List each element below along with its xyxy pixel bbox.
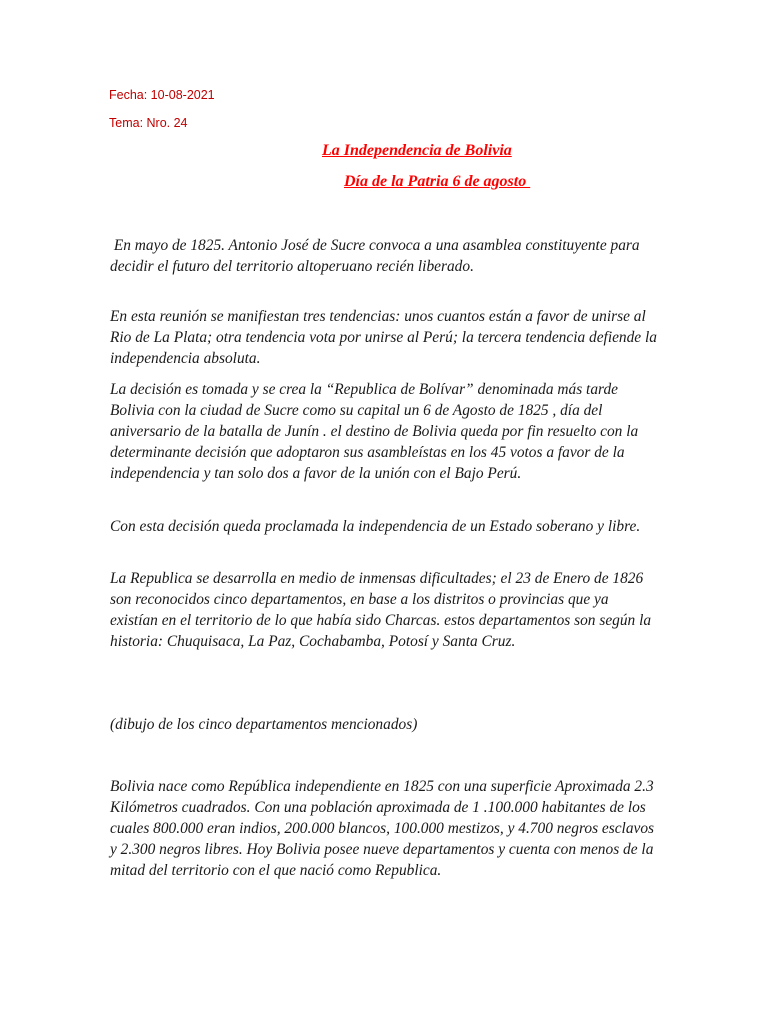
drawing-note: (dibujo de los cinco departamentos mencionados) [110,716,418,733]
paragraph-1: En mayo de 1825. Antonio José de Sucre convoca a una asamblea constituyente para decidir el futuro del territorio altoperuano recién liberado. [110,237,644,275]
paragraph-6: Bolivia nace como República independiente en 1825 con una superficie Aproximada 2.3 Kilómetros cuadrados. Con una población aproximada de 1 .100.000 habitantes de los cuales 800.000 eran indios, 200.000 blancos, 100.000 mestizos, y 4.700 negros esclavos y 2.300 negros libres. Hoy Bolivia posee nueve departamentos y cuenta con menos de la mitad del territorio con el que nació como Republica. [110,778,655,879]
document-subtitle: Día de la Patria 6 de agosto [344,173,531,190]
document-title: La Independencia de Bolivia [322,142,512,159]
date-line: Fecha: 10-08-2021 [109,88,215,102]
paragraph-4: Con esta decisión queda proclamada la independencia de un Estado soberano y libre. [110,518,641,535]
paragraph-2: En esta reunión se manifiestan tres tendencias: unos cuantos están a favor de unirse al Rio de La Plata; otra tendencia vota por unirse al Perú; la tercera tendencia defiende la independencia absoluta. [110,308,657,367]
topic-line: Tema: Nro. 24 [109,116,188,130]
paragraph-3: La decisión es tomada y se crea la “Republica de Bolívar” denominada más tarde Bolivia con la ciudad de Sucre como su capital un 6 de Agosto de 1825 , día del aniversario de la batalla de Junín . el destino de Bolivia queda por fin resuelto con la determinante decisión que adoptaron sus asambleístas en los 45 votos a favor de la independencia y tan solo dos a favor de la unión con el Bajo Perú. [110,381,639,482]
paragraph-5: La Republica se desarrolla en medio de inmensas dificultades; el 23 de Enero de 1826 son reconocidos cinco departamentos, en base a los distritos o provincias que ya existían en el territorio de lo que había sido Charcas. estos departamentos son según la historia: Chuquisaca, La Paz, Cochabamba, Potosí y Santa Cruz. [110,570,652,650]
